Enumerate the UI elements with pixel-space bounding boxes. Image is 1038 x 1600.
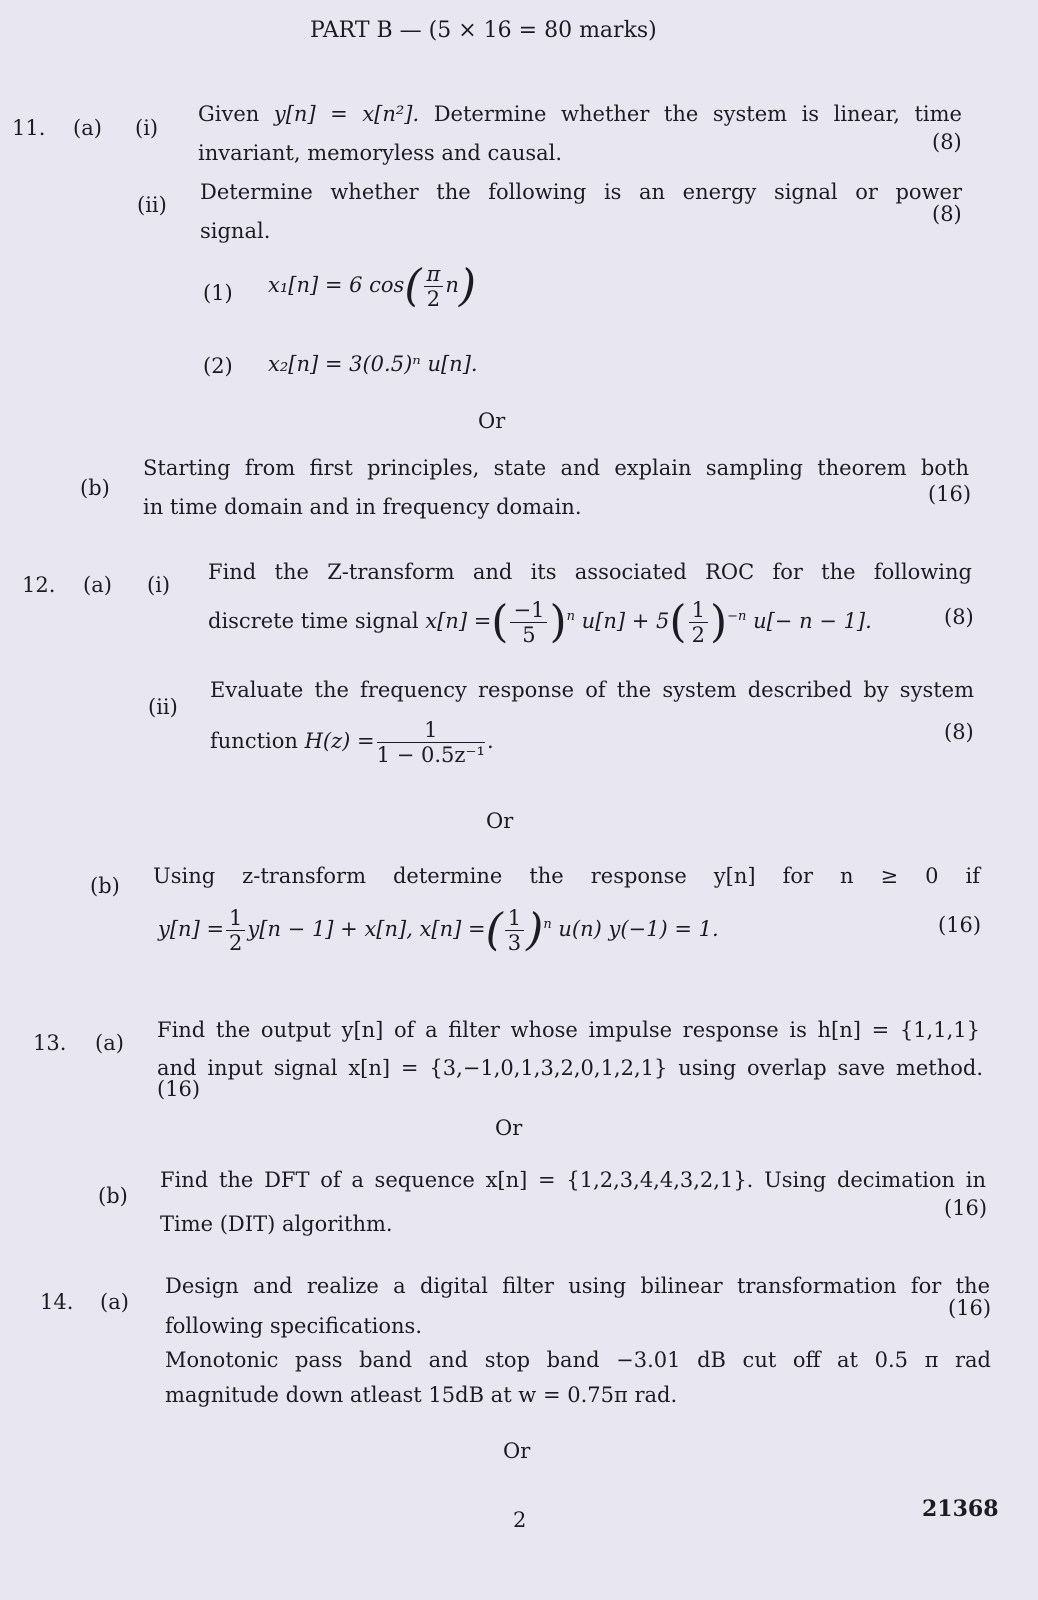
marks: (8) (932, 202, 962, 226)
question-text: Determine whether the following is an energy signal or power (200, 180, 962, 204)
marks: (16) (948, 1296, 992, 1320)
subpart-label: (ii) (148, 695, 178, 719)
marks: (16) (938, 913, 982, 937)
equation: function H(z) = $\frac{1}{\text{1 − 0.5z⁻¹}}$ . (210, 718, 494, 768)
question-number: 12. (22, 573, 56, 597)
part-label: (a) (73, 116, 102, 140)
page-number: 2 (513, 1508, 527, 1532)
or-separator: Or (503, 1439, 531, 1463)
equation: discrete time signal x[n] =( $\frac{-1}{5}$ )$^n$ u[n] + 5( $\frac{1}{2}$ )$^{-n}$ u[− n − 1]. (208, 596, 872, 648)
question-text: Evaluate the frequency response of the system described by system (210, 678, 974, 702)
question-text: invariant, memoryless and causal. (198, 141, 563, 165)
part-label: (a) (100, 1290, 129, 1314)
marks: (8) (944, 720, 974, 744)
subpart-label: (i) (147, 573, 171, 597)
question-number: 14. (40, 1290, 74, 1314)
question-text: Monotonic pass band and stop band −3.01 dB cut off at 0.5 π rad (165, 1348, 991, 1372)
equation: y[n] = $\frac{1}{2}$ y[n − 1] + x[n], x[n] =( $\frac{1}{3}$ )$^n$ u(n) y(−1) = 1. (158, 904, 719, 956)
or-separator: Or (478, 409, 506, 433)
question-text: following specifications. (165, 1314, 423, 1338)
question-text: Time (DIT) algorithm. (160, 1212, 393, 1236)
question-text: and input signal x[n] = {3,−1,0,1,3,2,0,1,2,1} using overlap save method. (16) (157, 1056, 983, 1101)
marks: (8) (932, 130, 962, 154)
part-label: (a) (95, 1031, 124, 1055)
question-text: signal. (200, 219, 271, 243)
subpart-label: (ii) (137, 193, 167, 217)
item-label: (1) (203, 281, 233, 305)
question-text: Starting from first principles, state and explain sampling theorem both (143, 456, 969, 480)
question-text: Using z-transform determine the response y[n] for n ≥ 0 if (153, 864, 980, 888)
or-separator: Or (495, 1116, 523, 1140)
part-label: (b) (90, 874, 120, 898)
question-text: Find the Z-transform and its associated ROC for the following (208, 560, 972, 584)
paper-code: 21368 (922, 1496, 999, 1522)
part-heading: PART B — (5 × 16 = 80 marks) (310, 18, 657, 43)
question-text: Find the output y[n] of a filter whose impulse response is h[n] = {1,1,1} (157, 1018, 980, 1042)
equation: x₁[n] = 6 cos( $\frac{\pi}{2}$ n) (268, 260, 477, 312)
part-label: (a) (83, 573, 112, 597)
part-label: (b) (80, 476, 110, 500)
marks: (16) (944, 1196, 988, 1220)
question-text: Design and realize a digital filter using bilinear transformation for the (165, 1274, 990, 1298)
question-text: in time domain and in frequency domain. (143, 495, 582, 519)
question-number: 13. (33, 1031, 67, 1055)
item-label: (2) (203, 354, 233, 378)
marks: (8) (944, 605, 974, 629)
question-text: magnitude down atleast 15dB at w = 0.75π rad. (165, 1383, 678, 1407)
marks: (16) (928, 482, 972, 506)
subpart-label: (i) (135, 116, 159, 140)
part-label: (b) (98, 1184, 128, 1208)
question-text: Given y[n] = x[n²]. Determine whether the system is linear, time (198, 102, 962, 126)
or-separator: Or (486, 809, 514, 833)
question-number: 11. (12, 116, 46, 140)
question-text: Find the DFT of a sequence x[n] = {1,2,3,4,4,3,2,1}. Using decimation in (160, 1168, 986, 1192)
equation: x₂[n] = 3(0.5)ⁿ u[n]. (268, 352, 478, 376)
